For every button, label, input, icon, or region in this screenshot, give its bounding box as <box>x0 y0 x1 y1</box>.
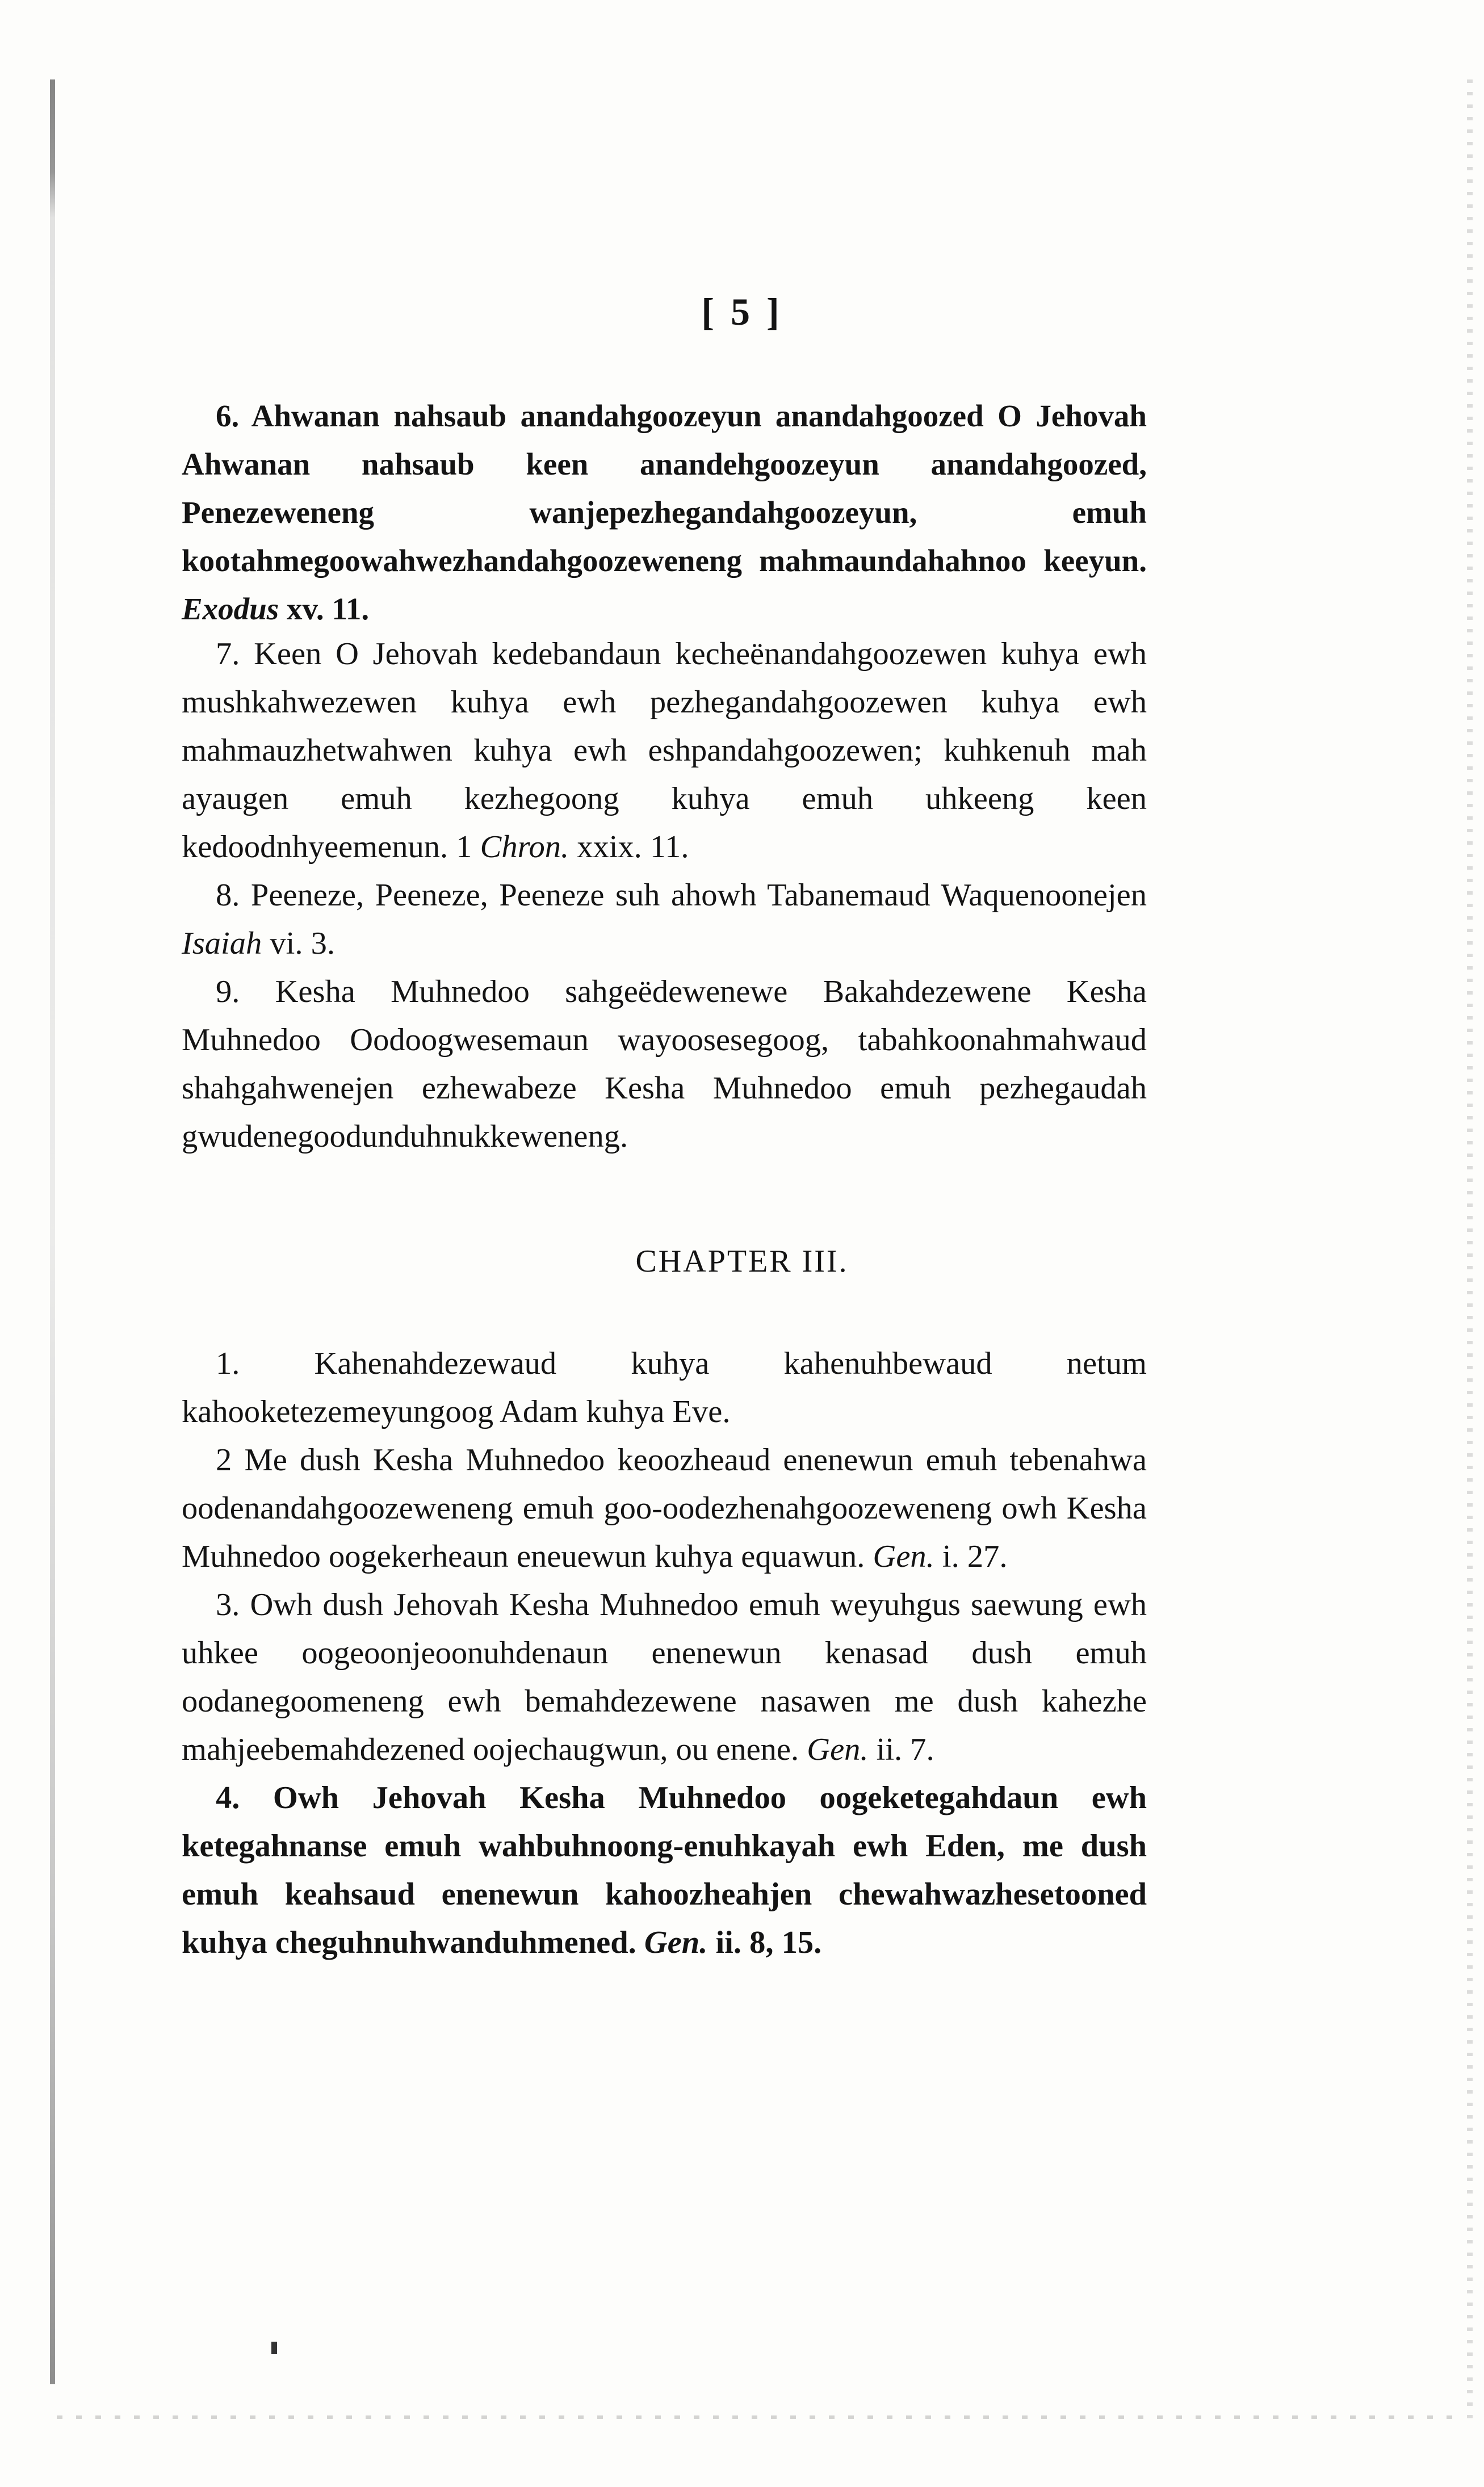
verse-reference-number: vi. 3. <box>270 926 335 961</box>
page-edge-left <box>50 79 55 2384</box>
chapter-verse-1 <box>182 1340 1147 1436</box>
verse-reference: Gen. <box>873 1539 934 1574</box>
page-edge-bottom <box>57 2415 1453 2419</box>
verse-8 <box>182 871 1147 968</box>
verse-text: 8. Peeneze, Peeneze, Peeneze suh ahowh Tabanemaud Waquenoonejen <box>216 878 1147 913</box>
verse-text: 2 Me dush Kesha Muhnedoo keoozheaud enenewun emuh tebenahwa oodenandahgoozeweneng emuh goo-oodezhenahgoozeweneng owh Kesha Muhnedoo oogekerheaun eneuewun kuhya equawun. <box>182 1442 1147 1574</box>
chapter-verses-block <box>182 1340 1147 1967</box>
chapter-verse-2 <box>182 1436 1147 1581</box>
verse-reference-number: xv. 11. <box>286 592 370 626</box>
verse-reference: Gen. <box>644 1925 708 1960</box>
verse-text: 6. Ahwanan nahsaub anandahgoozeyun anandahgoozed O Jehovah Ahwanan nahsaub keen anandehgoozeyun anandahgoozed, Penezeweneng wanjepezhegandahgoozeyun, emuh kootahmegoowahwezhandahgoozeweneng mahmaundahahnoo keeyun. <box>182 399 1147 578</box>
chapter-heading: CHAPTER III. <box>635 1244 849 1279</box>
printer-mark <box>271 2342 277 2354</box>
verse-text: 7. Keen O Jehovah kedebandaun kecheënandahgoozewen kuhya ewh mushkahwezewen kuhya ewh pezhegandahgoozewen kuhya ewh mahmauzhetwahwen kuhya ewh eshpandahgoozewen; kuhkenuh mah ayaugen emuh kezhegoong kuhya emuh uhkeeng keen kedoodnhyeemenun. 1 <box>182 636 1147 865</box>
verse-text: 4. Owh Jehovah Kesha Muhnedoo oogeketegahdaun ewh ketegahnanse emuh wahbuhnoong-enuhkayah ewh Eden, me dush emuh keahsaud enenewun kahoozheahjen chewahwazhesetooned kuhya cheguhnuhwanduhmened. <box>182 1780 1147 1960</box>
verse-reference: Exodus <box>182 592 279 626</box>
verse-reference-number: i. 27. <box>942 1539 1008 1574</box>
verse-9 <box>182 968 1147 1161</box>
chapter-verse-3 <box>182 1581 1147 1774</box>
page-number: [ 5 ] <box>701 290 783 333</box>
chapter-verse-4 <box>182 1774 1147 1967</box>
verses-top-continued <box>182 630 1147 1161</box>
verse-reference-number: xxix. 11. <box>577 829 689 865</box>
verse-text: 3. Owh dush Jehovah Kesha Muhnedoo emuh weyuhgus saewung ewh uhkee oogeoonjeoonuhdenaun enenewun kenasad dush emuh oodanegoomeneng ewh bemahdezewene nasawen me dush kahezhe mahjeebemahdezened oojechaugwun, ou enene. <box>182 1587 1147 1767</box>
verse-text: 9. Kesha Muhnedoo sahgeëdewenewe Bakahdezewene Kesha Muhnedoo Oodoogwesemaun wayoosesegoog, tabahkoonahmahwaud shahgahwenejen ezhewabeze Kesha Muhnedoo emuh pezhegaudah gwudenegoodunduhnukkeweneng. <box>182 974 1147 1154</box>
verse-reference: Isaiah <box>182 926 262 961</box>
verse-reference: Gen. <box>807 1732 869 1767</box>
verse-text: 1. Kahenahdezewaud kuhya kahenuhbewaud netum kahooketezemeyungoog Adam kuhya Eve. <box>182 1346 1147 1429</box>
verse-reference-number: ii. 7. <box>876 1732 934 1767</box>
verses-top-block <box>182 392 1147 633</box>
verse-reference: Chron. <box>480 829 569 865</box>
verse-reference-number: ii. 8, 15. <box>715 1925 822 1960</box>
verse-6 <box>182 392 1147 633</box>
verse-7 <box>182 630 1147 871</box>
